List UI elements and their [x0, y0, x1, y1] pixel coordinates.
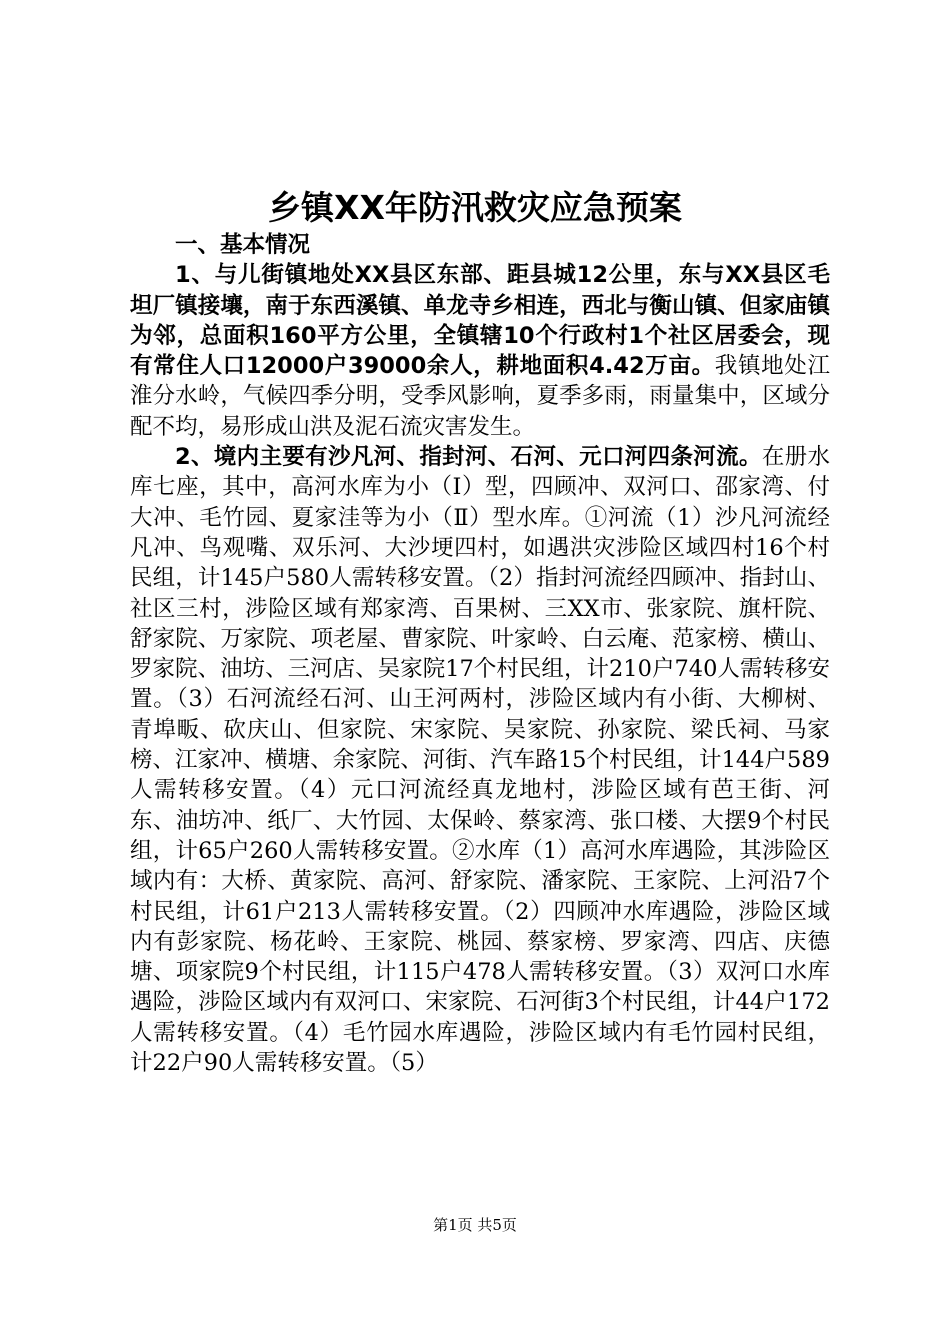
page-footer: 第1页 共5页: [433, 1216, 517, 1234]
paragraph-1: [130, 260, 830, 442]
section-heading-text: 一、基本情况: [175, 232, 311, 258]
paragraph-2-lead: 2、境内主要有沙凡河、指封河、石河、元口河四条河流。: [175, 444, 762, 471]
paragraph-2-body: 在册水库七座，其中，高河水库为小（Ⅰ）型，四顾冲、双河口、邵家湾、付大冲、毛竹园、夏家洼等为小（Ⅱ）型水库。①河流（1）沙凡河流经凡冲、鸟观嘴、双乐河、大沙埂四村，如遇洪灾涉险区域四村16个村民组，计145户580人需转移安置。（2）指封河流经四顾冲、指封山、社区三村，涉险区域有郑家湾、百果树、三XX市、张家院、旗杆院、舒家院、万家院、项老屋、曹家院、叶家岭、白云庵、范家榜、横山、罗家院、油坊、三河店、吴家院17个村民组，计210户740人需转移安置。（3）石河流经石河、山王河两村，涉险区域内有小街、大柳树、青埠畈、砍庆山、但家院、宋家院、吴家院、孙家院、梁氏祠、马家榜、江家冲、横塘、余家院、河街、汽车路15个村民组，计144户589人需转移安置。（4）元口河流经真龙地村，涉险区域有芭王街、河东、油坊冲、纸厂、大竹园、太保岭、蔡家湾、张口楼、大摆9个村民组，计65户260人需转移安置。②水库（1）高河水库遇险，其涉险区域内有：大桥、黄家院、高河、舒家院、潘家院、王家院、上河沿7个村民组，计61户213人需转移安置。（2）四顾冲水库遇险，涉险区域内有彭家院、杨花岭、王家院、桃园、蔡家榜、罗家湾、四店、庆德塘、项家院9个村民组，计115户478人需转移安置。（3）双河口水库遇险，涉险区域内有双河口、宋家院、石河街3个村民组，计44户172人需转移安置。（4）毛竹园水库遇险，涉险区域内有毛竹园村民组，计22户90人需转移安置。（5）: [130, 444, 830, 1077]
paragraph-1-body: 我镇地处江淮分水岭，气候四季分明，受季风影响，夏季多雨，雨量集中，区域分配不均，易形成山洪及泥石流灾害发生。: [130, 353, 830, 440]
section-heading: [130, 230, 830, 260]
document-body: [130, 230, 830, 1078]
document-title: 乡镇XX年防汛救灾应急预案: [268, 188, 682, 227]
paragraph-2: [130, 442, 830, 1078]
paragraph-1-lead: 1、与儿街镇地处XX县区东部、距县城12公里，东与XX县区毛坦厂镇接壤，南于东西溪镇、单龙寺乡相连，西北与衡山镇、但家庙镇为邻，总面积160平方公里，全镇辖10个行政村1个社区居委会，现有常住人口12000户39000余人，耕地面积4.42万亩。: [130, 262, 830, 380]
